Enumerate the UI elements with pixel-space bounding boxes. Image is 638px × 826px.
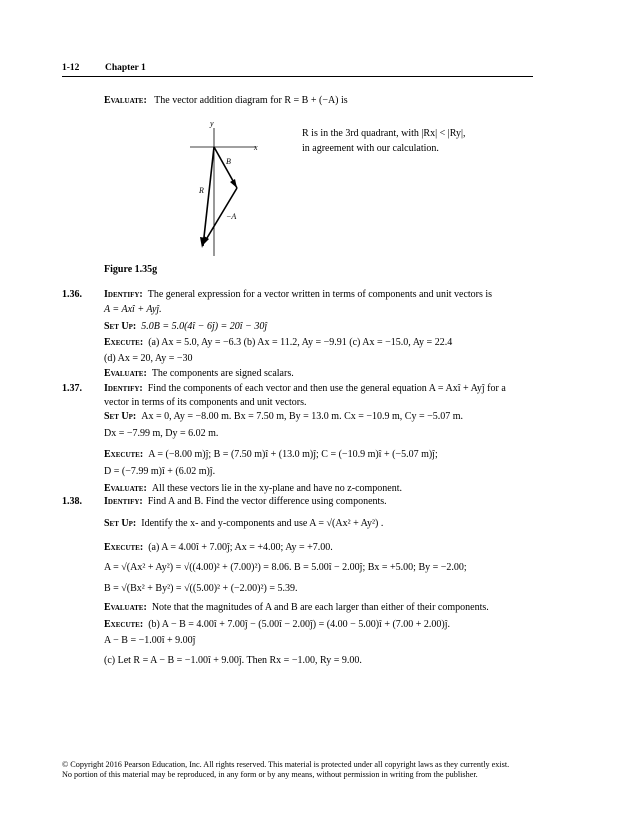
execute-text: (a) Ax = 5.0, Ay = −6.3 (b) Ax = 11.2, Ay = −9.91 (c) Ax = −15.0, Ay = 22.4 xyxy=(148,337,453,348)
problem-137-setup xyxy=(104,411,463,423)
problem-138-execute-b xyxy=(104,619,450,631)
evaluate-text: The components are signed scalars. xyxy=(151,368,294,379)
problem-136-execute xyxy=(104,337,452,349)
identify-text: Find A and B. Find the vector difference using components. xyxy=(147,496,387,507)
execute-label: Execute: xyxy=(104,619,144,630)
vector-R xyxy=(203,147,214,246)
setup-text: Identify the x- and y-components and use A = √(Ax² + Ay²) . xyxy=(141,518,384,529)
execute-label: Execute: xyxy=(104,337,144,348)
problem-137-evaluate xyxy=(104,483,402,495)
problem-138-evaluate xyxy=(104,602,489,614)
problem-136-number: 1.36. xyxy=(62,289,82,300)
copyright-line-2: No portion of this material may be reproduced, in any form or by any means, without permission in writing from the publisher. xyxy=(62,770,478,779)
problem-136-identify xyxy=(104,289,492,301)
vector-negA-label: −A xyxy=(226,212,237,221)
problem-136-setup xyxy=(104,321,267,333)
setup-text: 5.0B = 5.0(4î − 6ĵ) = 20î − 30ĵ xyxy=(141,321,268,332)
identify-text: The general expression for a vector written in terms of components and unit vectors is xyxy=(147,289,493,300)
y-axis-label: y xyxy=(210,119,214,128)
problem-138-difference: A − B = −1.00î + 9.00ĵ xyxy=(104,635,196,646)
execute-label: Execute: xyxy=(104,449,144,460)
evaluate-text: The vector addition diagram for R = B + (−A) is xyxy=(154,95,348,106)
identify-label: Identify: xyxy=(104,383,143,394)
evaluate-label: Evaluate: xyxy=(104,602,147,613)
vector-R-label: R xyxy=(199,186,204,195)
vector-diagram xyxy=(180,118,270,258)
evaluate-label: Evaluate: xyxy=(104,95,147,106)
identify-label: Identify: xyxy=(104,289,143,300)
problem-138-identify xyxy=(104,496,387,508)
problem-138-part-c: (c) Let R = A − B = −1.00î + 9.00ĵ. Then Rx = −1.00, Ry = 9.00. xyxy=(104,655,362,666)
problem-137-setup-2: Dx = −7.99 m, Dy = 6.02 m. xyxy=(104,428,219,439)
problem-136-execute-d: (d) Ax = 20, Ay = −30 xyxy=(104,353,193,364)
setup-label: Set Up: xyxy=(104,411,137,422)
evaluate-label: Evaluate: xyxy=(104,483,147,494)
problem-137-identify-2: vector in terms of its components and unit vectors. xyxy=(104,397,307,408)
figure-caption: Figure 1.35g xyxy=(104,264,158,275)
copyright-line-1: © Copyright 2016 Pearson Education, Inc. All rights reserved. This material is protected under all copyright laws as they currently exist. xyxy=(62,760,510,769)
execute-text: A = (−8.00 m)ĵ; B = (7.50 m)î + (13.0 m)ĵ; C = (−10.9 m)î + (−5.07 m)ĵ; xyxy=(148,449,438,460)
problem-137-identify xyxy=(104,383,506,395)
execute-text: (b) A − B = 4.00î + 7.00ĵ − (5.00î − 2.00ĵ) = (4.00 − 5.00)î + (7.00 + 2.00)ĵ. xyxy=(148,619,451,630)
identify-text: Find the components of each vector and then use the general equation A = Axî + Ayĵ for a xyxy=(147,383,506,394)
problem-138-magnitude-B: B = √(Bx² + By²) = √((5.00)² + (−2.00)²) = 5.39. xyxy=(104,583,298,594)
figure-note-1: R is in the 3rd quadrant, with |Rx| < |Ry|, xyxy=(302,128,466,139)
identify-label: Identify: xyxy=(104,496,143,507)
header-rule xyxy=(62,76,533,77)
problem-138-setup xyxy=(104,518,383,530)
execute-text: (a) A = 4.00î + 7.00ĵ; Ax = +4.00; Ay = +7.00. xyxy=(148,542,333,553)
problem-137-execute-2: D = (−7.99 m)î + (6.02 m)ĵ. xyxy=(104,466,216,477)
problem-138-number: 1.38. xyxy=(62,496,82,507)
evaluate-1-line xyxy=(104,95,348,107)
setup-label: Set Up: xyxy=(104,321,137,332)
execute-label: Execute: xyxy=(104,542,144,553)
x-axis-label: x xyxy=(254,143,258,152)
figure-note-2: in agreement with our calculation. xyxy=(302,143,439,154)
vector-B-label: B xyxy=(226,157,231,166)
evaluate-text: Note that the magnitudes of A and B are each larger than either of their components. xyxy=(151,602,489,613)
setup-text: Ax = 0, Ay = −8.00 m. Bx = 7.50 m, By = 13.0 m. Cx = −10.9 m, Cy = −5.07 m. xyxy=(141,411,464,422)
problem-137-number: 1.37. xyxy=(62,383,82,394)
problem-136-equation: A = Axî + Ayĵ. xyxy=(104,304,162,315)
evaluate-label: Evaluate: xyxy=(104,368,147,379)
vector-B-arrowhead xyxy=(230,179,237,188)
problem-138-execute-a xyxy=(104,542,333,554)
problem-138-magnitude-A: A = √(Ax² + Ay²) = √((4.00)² + (7.00)²) = 8.06. B = 5.00î − 2.00ĵ; Bx = +5.00; By = −2.00; xyxy=(104,562,467,573)
problem-136-evaluate xyxy=(104,368,294,380)
setup-label: Set Up: xyxy=(104,518,137,529)
problem-137-execute xyxy=(104,449,438,461)
evaluate-text: All these vectors lie in the xy-plane and have no z-component. xyxy=(151,483,403,494)
page-number: 1-12 xyxy=(62,63,80,73)
chapter-title: Chapter 1 xyxy=(105,63,146,73)
